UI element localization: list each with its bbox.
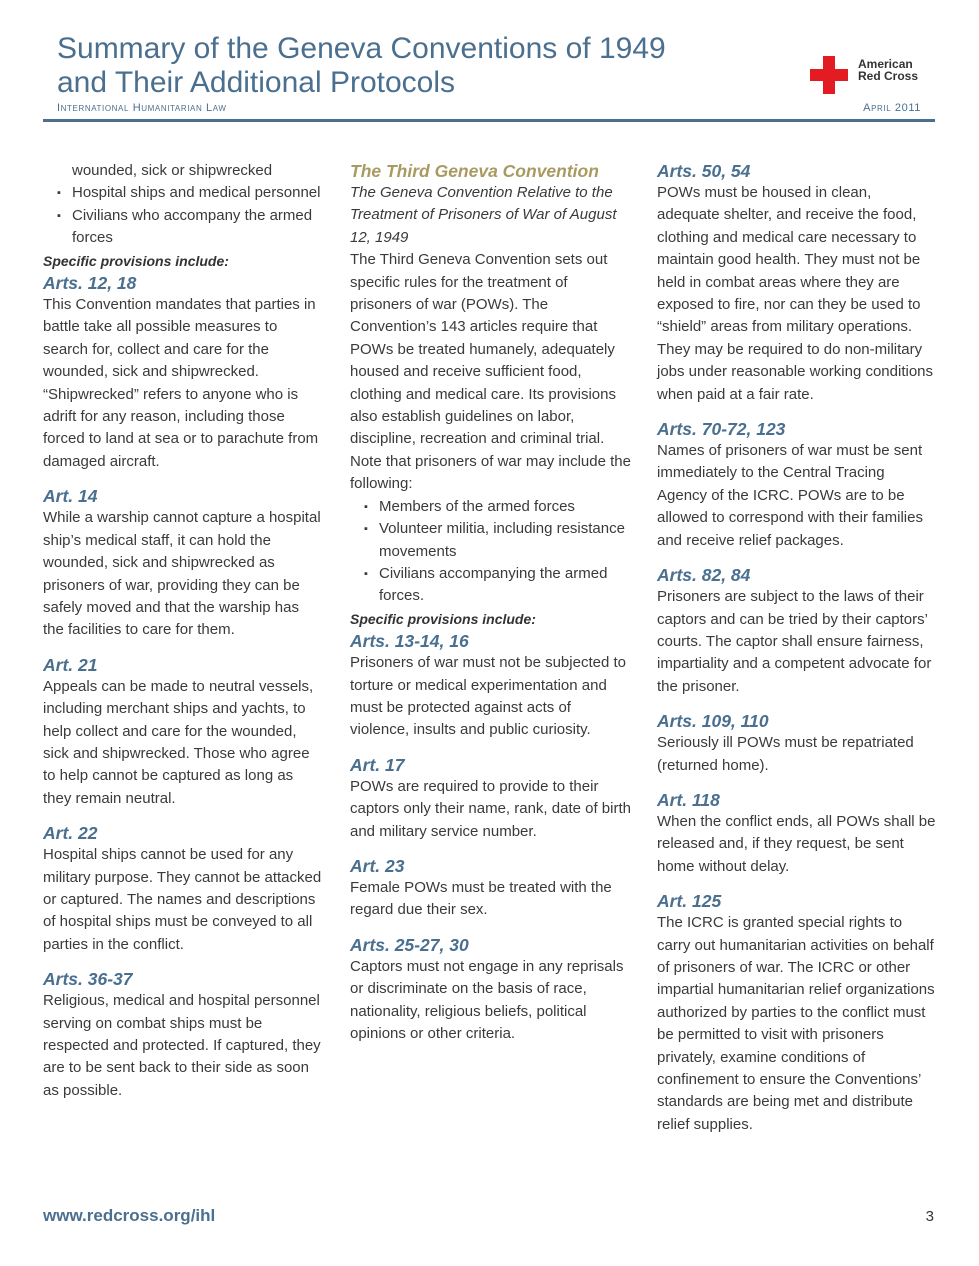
specific-provisions-label: Specific provisions include: xyxy=(43,252,229,269)
article-heading: Art. 21 xyxy=(43,654,98,675)
article-text: Prisoners are subject to the laws of their captors and can be tried by their captors’ courts. The captor shall ensure fairness, impartiality and a competent advocate for the prisoner. xyxy=(657,588,932,695)
article-heading: Arts. 25-27, 30 xyxy=(350,934,469,955)
article-heading: Arts. 70-72, 123 xyxy=(657,419,786,440)
specific-provisions-label: Specific provisions include: xyxy=(350,610,536,627)
article-text: Religious, medical and hospital personnel serving on combat ships must be respected and protected. If captured, they are to be sent back to their side as soon as possible. xyxy=(43,992,321,1099)
publication-date: April 2011 xyxy=(863,102,921,114)
list-item: ▪ Volunteer militia, including resistance movements xyxy=(350,518,632,563)
article-text: While a warship cannot capture a hospital ship’s medical staff, it can hold the wounded, sick and shipwrecked as prisoners of war, providing they can be safely moved and that the warship has the facilities to care for them. xyxy=(43,509,321,639)
article-heading: Art. 23 xyxy=(350,855,405,876)
list-item: ▪ Hospital ships and medical personnel xyxy=(43,182,323,204)
article-heading: Arts. 36-37 xyxy=(43,969,133,990)
article-heading: Art. 118 xyxy=(657,789,720,810)
logo-line-2: Red Cross xyxy=(858,69,919,83)
footer-url-link[interactable]: www.redcross.org/ihl xyxy=(43,1206,216,1225)
article-heading: Art. 125 xyxy=(657,891,722,912)
document-subtitle: International Humanitarian Law xyxy=(57,102,227,114)
article-heading: Art. 22 xyxy=(43,823,98,844)
column-3 xyxy=(657,160,937,1136)
list-item: ▪ Civilians who accompany the armed forces xyxy=(43,205,323,250)
article-heading: Arts. 13-14, 16 xyxy=(350,631,469,652)
column-2 xyxy=(350,160,632,1045)
article-text: The ICRC is granted special rights to carry out humanitarian activities on behalf of prisoners of war. The ICRC or other impartial humanitarian relief organizations authorized by parties to the conflict must be permitted to visit with prisoners privately, examine conditions of confinement to ensure the Conventions’ standards are being met and distribute relief supplies. xyxy=(657,914,935,1133)
article-text: Names of prisoners of war must be sent immediately to the Central Tracing Agency of the ICRC. POWs are to be allowed to correspond with their families and receive relief packages. xyxy=(657,442,923,549)
article-text: Captors must not engage in any reprisals or discriminate on the basis of race, nationality, religious beliefs, political opinions or other criteria. xyxy=(350,957,624,1042)
article-heading: Arts. 82, 84 xyxy=(657,565,751,586)
bullet-list xyxy=(43,182,323,249)
article-heading: Arts. 12, 18 xyxy=(43,273,137,294)
article-heading: Arts. 50, 54 xyxy=(657,161,751,181)
article-text: Female POWs must be treated with the regard due their sex. xyxy=(350,878,612,919)
article-heading: Art. 14 xyxy=(43,486,98,507)
article-text: When the conflict ends, all POWs shall be released and, if they request, be sent home without delay. xyxy=(657,812,936,875)
bullet-list xyxy=(350,496,632,608)
section-title: The Third Geneva Convention xyxy=(350,161,599,181)
logo-wordmark xyxy=(858,58,938,82)
article-heading: Arts. 109, 110 xyxy=(657,711,769,732)
american-red-cross-logo xyxy=(810,56,930,94)
red-cross-icon xyxy=(810,56,848,94)
article-heading: Art. 17 xyxy=(350,754,405,775)
article-text: Seriously ill POWs must be repatriated (returned home). xyxy=(657,734,914,774)
page-number: 3 xyxy=(925,1208,934,1225)
article-text: Appeals can be made to neutral vessels, including merchant ships and yachts, to help collect and care for the wounded, sick and shipwrecked. Those who agree to help cannot be captured as long as they remain neutral. xyxy=(43,677,314,807)
title-line-2: and Their Additional Protocols xyxy=(57,66,456,99)
list-item: ▪ Members of the armed forces xyxy=(350,496,632,518)
header-divider xyxy=(43,119,935,122)
list-item: ▪ Civilians accompanying the armed forces. xyxy=(350,563,632,608)
article-text: Prisoners of war must not be subjected to torture or medical experimentation and must be protected against acts of violence, insults and public curiosity. xyxy=(350,654,626,739)
title-line-1: Summary of the Geneva Conventions of 1949 xyxy=(57,32,666,65)
article-text: This Convention mandates that parties in battle take all possible measures to search for, collect and care for the wounded, sick and shipwrecked. “Shipwrecked” refers to anyone who is adrift for any reason, including those forced to land at sea or to parachute from damaged aircraft. xyxy=(43,296,319,470)
section-intro: The Third Geneva Convention sets out specific rules for the treatment of prisoners of war (POWs). The Convention’s 143 articles require that POWs be treated humanely, adequately housed and receive sufficient food, clothing and medical care. Its provisions also establish guidelines on labor, discipline, recreation and criminal trial. Note that prisoners of war may include the following: xyxy=(350,251,631,493)
bullet-continuation: wounded, sick or shipwrecked xyxy=(72,162,273,179)
article-text: POWs must be housed in clean, adequate shelter, and receive the food, clothing and medical care necessary to maintain good health. They must not be held in combat areas where they are exposed to fire, nor can they be used to “shield” areas from military operations. They may be required to do non-military jobs under reasonable working conditions when paid at a fair rate. xyxy=(657,184,934,403)
page-title xyxy=(57,32,757,100)
article-text: POWs are required to provide to their captors only their name, rank, date of birth and military service number. xyxy=(350,777,631,840)
column-1 xyxy=(43,160,323,1102)
section-subtitle: The Geneva Convention Relative to the Treatment of Prisoners of War of August 12, 1949 xyxy=(350,184,617,246)
logo-line-1: American xyxy=(858,57,913,71)
article-text: Hospital ships cannot be used for any military purpose. They cannot be attacked or captured. The names and descriptions of hospital ships must be conveyed to all parties in the conflict. xyxy=(43,846,322,953)
